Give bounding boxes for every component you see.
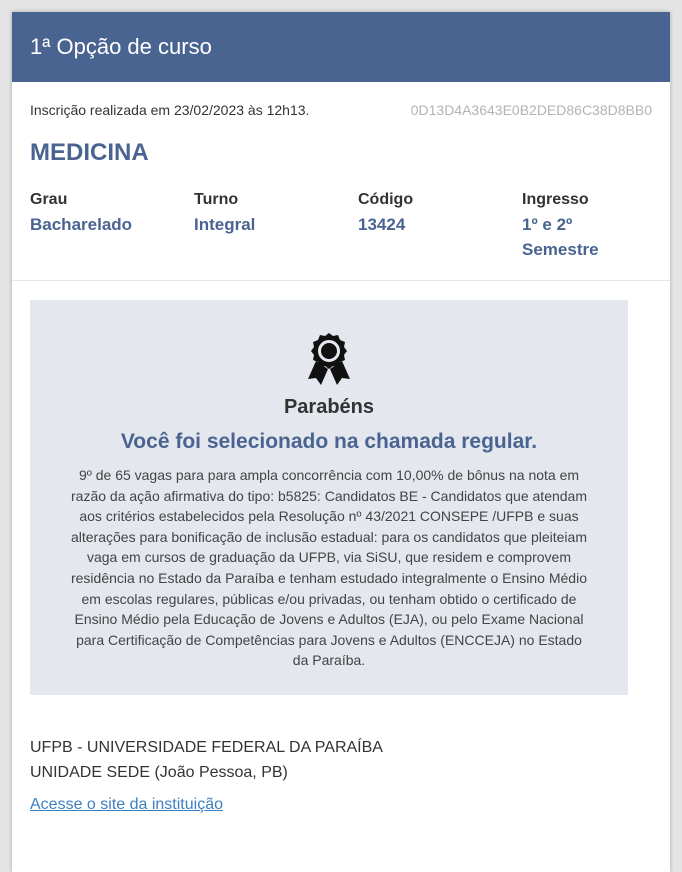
enrollment-hash: 0D13D4A3643E0B2DED86C38D8BB0: [410, 102, 652, 118]
course-name: MEDICINA: [30, 139, 149, 166]
congrats-heading: Parabéns: [283, 396, 375, 418]
section-divider: [12, 280, 670, 281]
info-value: Bacharelado: [30, 215, 133, 234]
card-header: [12, 12, 670, 82]
institution-site-link[interactable]: Acesse o site da instituição: [30, 796, 223, 813]
institution-info: [30, 735, 383, 785]
enrollment-meta: [30, 102, 652, 120]
institution-name: UFPB - UNIVERSIDADE FEDERAL DA PARAÍBA: [30, 739, 383, 756]
card-title: 1ª Opção de curso: [30, 34, 212, 59]
info-turno: [194, 190, 344, 237]
info-codigo: [358, 190, 508, 237]
info-value: 13424: [358, 215, 406, 234]
info-label: Grau: [30, 191, 68, 208]
selection-status: Você foi selecionado na chamada regular.: [120, 430, 538, 453]
institution-unit: UNIDADE SEDE (João Pessoa, PB): [30, 764, 288, 781]
info-label: Ingresso: [522, 191, 589, 208]
award-ribbon-icon: [306, 331, 352, 387]
course-option-card: [12, 12, 670, 872]
info-ingresso: [522, 190, 632, 262]
info-label: Turno: [194, 191, 239, 208]
selection-description: 9º de 65 vagas para para ampla concorrência com 10,00% de bônus na nota em razão da ação afirmativa do tipo: b5825: Candidatos BE - Candidatos que atendam aos critérios estabelecidos pela Resolução nº 43/2021 CONSEPE /UFPB e suas alterações para bonificação de inclusão estadual: para os candidatos que pleiteiam vaga em cursos de graduação da UFPB, via SiSU, que residem e comprovem residência no Estado da Paraíba e tenham estudado integralmente o Ensino Médio em escolas regulares, públicas e/ou privadas, ou tenham obtido o certificado de Ensino Médio pela Educação de Jovens e Adultos (EJA), ou pelo Exame Nacional para Certificação de Competências para Jovens e Adultos (ENCCEJA) no Estado da Paraíba.: [70, 467, 587, 669]
info-grau: [30, 190, 180, 237]
enrollment-date: Inscrição realizada em 23/02/2023 às 12h13.: [30, 102, 310, 118]
info-value: Integral: [194, 215, 256, 234]
info-value: 1º e 2º Semestre: [522, 215, 599, 259]
selection-result-box: [30, 300, 628, 695]
info-label: Código: [358, 191, 414, 208]
